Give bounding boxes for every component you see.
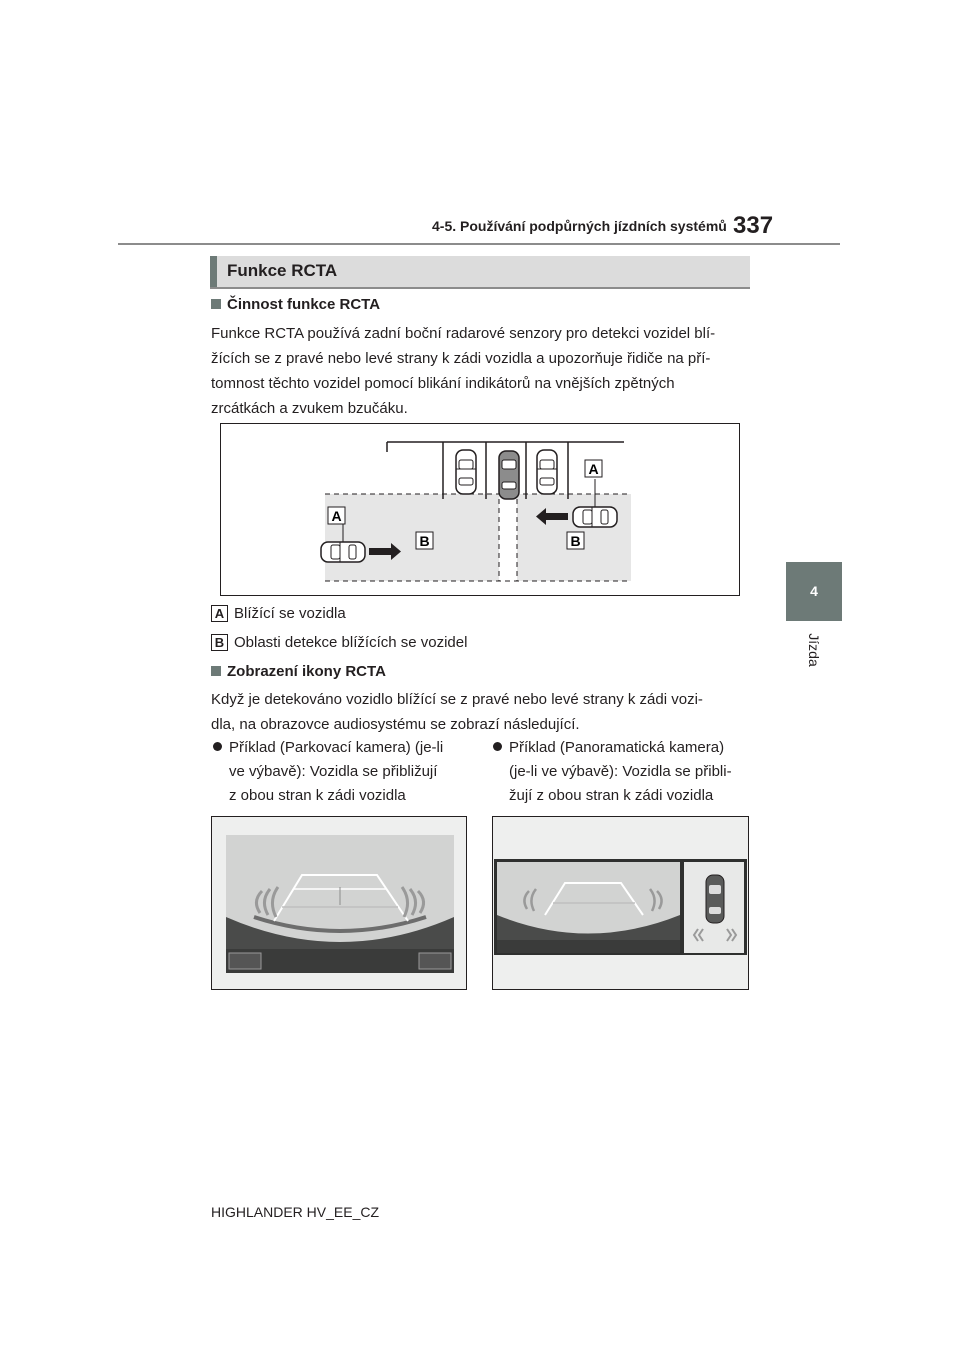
paragraph-line: Funkce RCTA používá zadní boční radarové senzory pro detekci vozidel blí- bbox=[211, 325, 716, 342]
legend-text: Oblasti detekce blížících se vozidel bbox=[234, 634, 468, 651]
camera-view-icon bbox=[419, 953, 451, 969]
car-icon bbox=[537, 450, 557, 494]
paragraph-line: Když je detekováno vozidlo blížící se z pravé nebo levé strany k zádi vozi- bbox=[211, 691, 703, 708]
own-car-icon bbox=[499, 451, 519, 499]
parking-camera-screen bbox=[211, 816, 467, 990]
detection-area-left bbox=[325, 494, 499, 581]
rcta-diagram bbox=[220, 423, 740, 596]
panoramic-camera-view bbox=[493, 817, 748, 989]
paragraph-line: tomnost těchto vozidel pomocí blikání indikátorů na vnějších zpětných bbox=[211, 375, 675, 392]
chapter-tab: 4 bbox=[786, 562, 842, 621]
svg-text:B: B bbox=[570, 533, 581, 549]
example-line: Příklad (Panoramatická kamera) bbox=[509, 739, 725, 756]
label-a-right bbox=[585, 460, 602, 477]
section-title-bar bbox=[210, 256, 750, 289]
bullet-icon bbox=[213, 742, 222, 751]
section-title: Funkce RCTA bbox=[227, 261, 338, 280]
header-rule bbox=[118, 243, 840, 245]
legend-item-a bbox=[211, 605, 346, 622]
legend-key: B bbox=[211, 634, 228, 651]
title-accent bbox=[210, 256, 217, 287]
svg-text:B: B bbox=[419, 533, 430, 549]
example-line: (je-li ve výbavě): Vozidla se přibli- bbox=[509, 763, 732, 780]
svg-text:A: A bbox=[331, 508, 342, 524]
square-bullet-icon bbox=[211, 299, 221, 309]
page-number: 337 bbox=[733, 212, 774, 239]
section-header: 4-5. Používání podpůrných jízdních systémů bbox=[432, 218, 727, 234]
legend-item-b bbox=[211, 634, 467, 651]
operation-paragraph bbox=[211, 321, 715, 421]
parking-camera-view bbox=[212, 817, 466, 989]
chapter-label bbox=[800, 628, 828, 672]
label-b-right bbox=[567, 532, 584, 549]
camera-view-icon bbox=[229, 953, 261, 969]
square-bullet-icon bbox=[211, 666, 221, 676]
icon-display-heading-text: Zobrazení ikony RCTA bbox=[227, 663, 386, 680]
paragraph-line: žících se z pravé nebo levé strany k zádi vozidla a upozorňuje řidiče na pří- bbox=[211, 350, 711, 367]
paragraph-line: zrcátkách a zvukem bzučáku. bbox=[211, 400, 408, 417]
approaching-car-right-icon bbox=[573, 507, 617, 527]
legend-text: Blížící se vozidla bbox=[234, 605, 346, 622]
rcta-diagram-svg bbox=[221, 424, 739, 595]
icon-display-heading bbox=[211, 663, 386, 680]
own-car-icon bbox=[706, 875, 724, 923]
legend-key: A bbox=[211, 605, 228, 622]
svg-text:A: A bbox=[588, 461, 599, 477]
bullet-icon bbox=[493, 742, 502, 751]
example-line: Příklad (Parkovací kamera) (je-li bbox=[229, 739, 444, 756]
operation-heading bbox=[211, 296, 380, 313]
panoramic-camera-screen bbox=[492, 816, 749, 990]
car-icon bbox=[456, 450, 476, 494]
chapter-label-text: Jízda bbox=[806, 633, 822, 667]
icon-display-paragraph bbox=[211, 687, 703, 737]
example-parking-camera bbox=[213, 736, 443, 808]
label-b-left bbox=[416, 532, 433, 549]
operation-heading-text: Činnost funkce RCTA bbox=[227, 296, 381, 313]
example-line: z obou stran k zádi vozidla bbox=[229, 787, 406, 804]
example-panoramic-camera bbox=[493, 736, 732, 808]
label-a-left bbox=[328, 507, 345, 524]
example-line: žují z obou stran k zádi vozidla bbox=[509, 787, 714, 804]
paragraph-line: dla, na obrazovce audiosystému se zobrazí následující. bbox=[211, 716, 580, 733]
approaching-car-left-icon bbox=[321, 542, 365, 562]
example-line: ve výbavě): Vozidla se přibližují bbox=[229, 763, 438, 780]
footer-model: HIGHLANDER HV_EE_CZ bbox=[211, 1204, 380, 1220]
